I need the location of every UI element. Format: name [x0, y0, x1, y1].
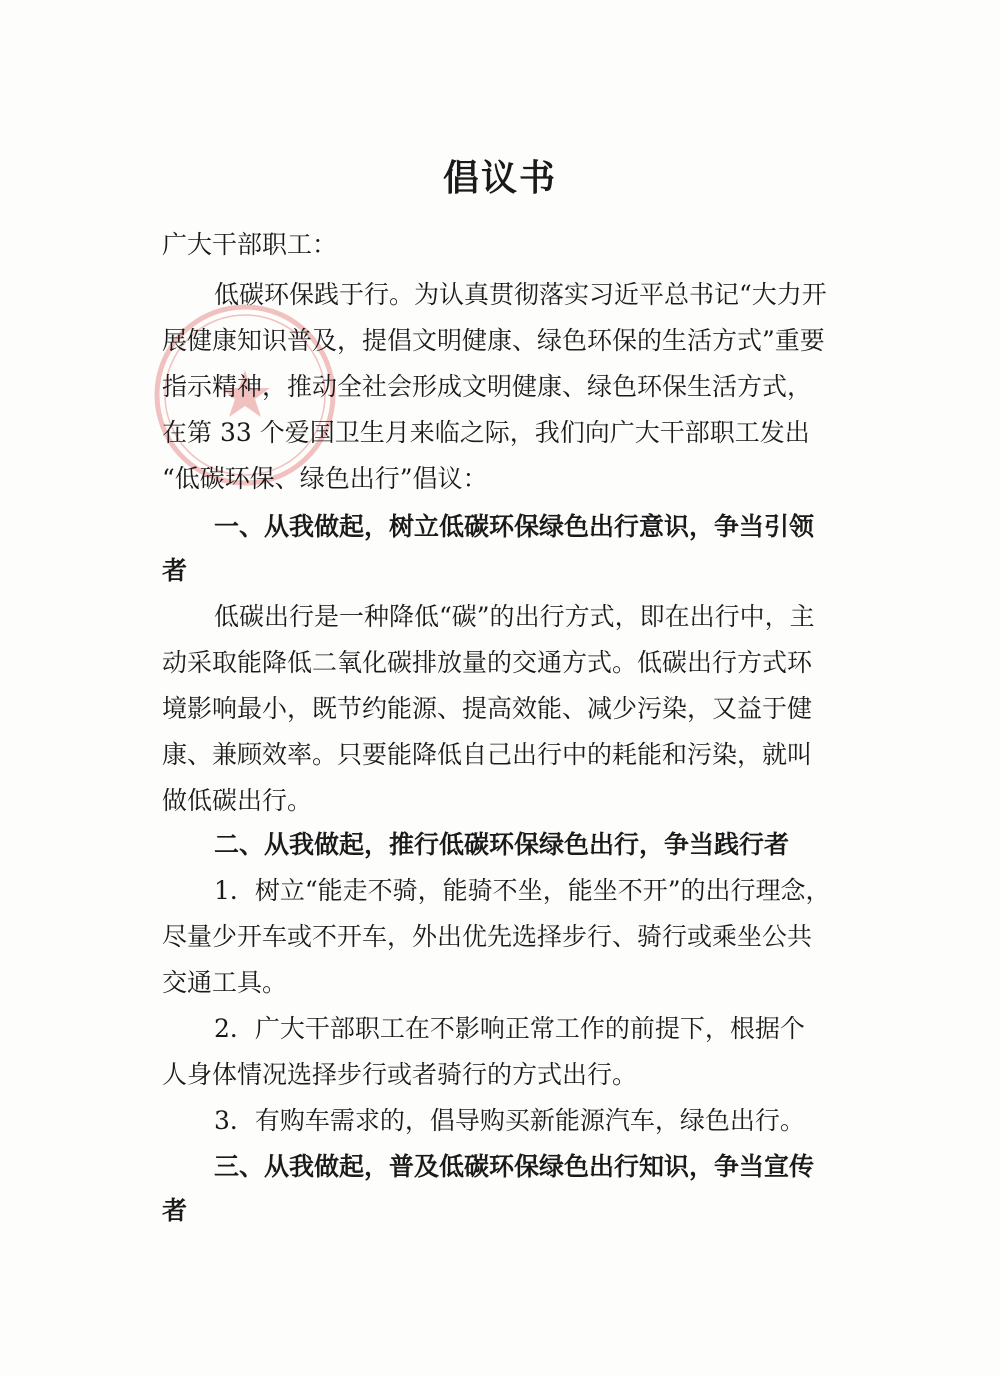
paragraph-line: 做低碳出行。 [162, 786, 313, 815]
list-item-line: 3．有购车需求的，倡导购买新能源汽车，绿色出行。 [214, 1106, 805, 1135]
section-heading: 者 [162, 556, 188, 585]
paragraph-line: 指示精神，推动全社会形成文明健康、绿色环保生活方式， [162, 372, 813, 401]
paragraph-line: 低碳环保践于行。为认真贯彻落实习近平总书记“大力开 [214, 280, 827, 309]
section-heading: 二、从我做起，推行低碳环保绿色出行，争当践行者 [214, 830, 790, 859]
paragraph-line: 动采取能降低二氧化碳排放量的交通方式。低碳出行方式环 [162, 648, 813, 677]
section-heading: 三、从我做起，普及低碳环保绿色出行知识，争当宣传 [214, 1152, 815, 1181]
paragraph-line: 低碳出行是一种降低“碳”的出行方式，即在出行中，主 [214, 602, 815, 631]
section-heading: 一、从我做起，树立低碳环保绿色出行意识，争当引领 [214, 512, 815, 541]
section-heading: 者 [162, 1196, 188, 1225]
list-item-line: 2．广大干部职工在不影响正常工作的前提下，根据个 [214, 1014, 805, 1043]
paragraph-line: 境影响最小，既节约能源、提高效能、减少污染，又益于健 [162, 694, 813, 723]
document-title: 倡议书 [442, 157, 557, 199]
paragraph-line: 康、兼顾效率。只要能降低自己出行中的耗能和污染，就叫 [162, 740, 813, 769]
paragraph-line: “低碳环保、绿色出行”倡议： [162, 464, 488, 493]
salutation: 广大干部职工： [162, 230, 338, 259]
list-item-line: 人身体情况选择步行或者骑行的方式出行。 [162, 1060, 638, 1089]
list-item-line: 尽量少开车或不开车，外出优先选择步行、骑行或乘坐公共 [162, 922, 813, 951]
paragraph-line: 展健康知识普及，提倡文明健康、绿色环保的生活方式”重要 [162, 326, 825, 355]
list-item-line: 交通工具。 [162, 968, 288, 997]
list-item-line: 1．树立“能走不骑，能骑不坐，能坐不开”的出行理念， [214, 876, 831, 905]
paragraph-line: 在第 33 个爱国卫生月来临之际，我们向广大干部职工发出 [162, 418, 810, 447]
